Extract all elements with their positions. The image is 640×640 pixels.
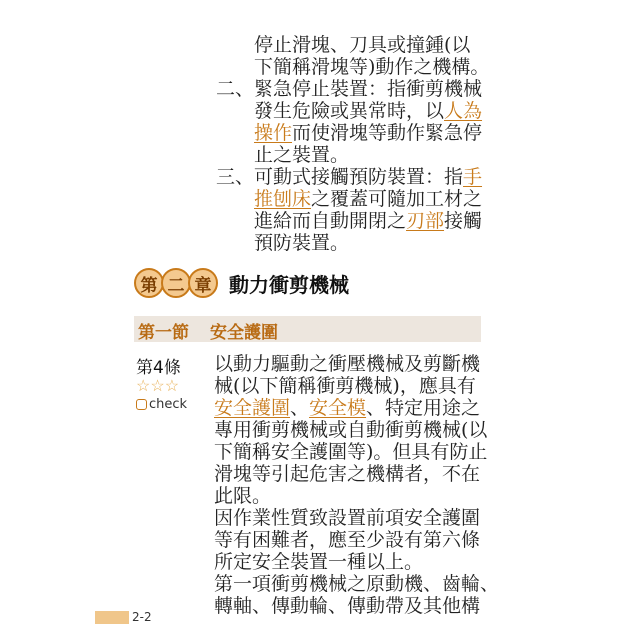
text-line: 因作業性質致設置前項安全護圍 [214, 507, 481, 529]
chapter-badge-di: 第 [134, 268, 164, 298]
text-line: 預防裝置。 [254, 232, 350, 254]
text-line: 所定安全裝置一種以上。 [214, 551, 424, 573]
text-line: 緊急停止裝置：指衝剪機械 [254, 78, 483, 100]
text-line: 第一項衝剪機械之原動機、齒輪、 [214, 573, 500, 595]
text-line: 下簡稱滑塊等)動作之機構。 [254, 56, 490, 78]
text-line: 械(以下簡稱衝剪機械)，應具有 [214, 375, 476, 397]
keyword-link[interactable]: 操作 [254, 122, 293, 144]
text-line: 轉軸、傳動輪、傳動帶及其他構 [214, 595, 481, 617]
text-line: 以動力驅動之衝壓機械及剪斷機 [214, 353, 481, 375]
text-span: 而使滑塊等動作緊急停 [292, 122, 483, 144]
chapter-badge-zhang: 章 [188, 268, 218, 298]
text-line: 滑塊等引起危害之機構者，不在 [214, 463, 481, 485]
keyword-link[interactable]: 安全護圍 [214, 397, 291, 419]
article-label: 第4條 [136, 358, 181, 378]
check-toggle[interactable] [136, 397, 187, 412]
rating-stars[interactable]: ☆☆☆ [136, 376, 180, 395]
keyword-link[interactable]: 安全模 [309, 397, 367, 419]
chapter-heading [134, 268, 349, 298]
text-line: 專用衝剪機械或自動衝剪機械(以 [214, 419, 488, 441]
text-span: 之覆蓋可隨加工材之 [311, 188, 483, 210]
text-line: 下簡稱安全護圍等)。但具有防止 [214, 441, 488, 463]
chapter-title: 動力衝剪機械 [229, 272, 349, 297]
section-number: 第一節 [138, 323, 189, 343]
section-title: 安全護圍 [210, 323, 278, 343]
text-line: 等有困難者，應至少設有第六條 [214, 529, 481, 551]
keyword-link[interactable]: 人為 [444, 100, 483, 122]
checkbox-icon[interactable] [136, 399, 147, 410]
keyword-link[interactable]: 手 [463, 166, 483, 188]
text-span: 發生危險或異常時，以 [254, 100, 445, 122]
text-line [214, 397, 480, 419]
text-span: 、特定用途之 [366, 397, 481, 419]
keyword-link[interactable]: 刃部 [406, 210, 445, 232]
text-line: 此限。 [214, 485, 272, 507]
text-line [254, 100, 482, 122]
text-span: 、 [290, 397, 310, 419]
check-label: check [149, 397, 188, 412]
page-number: 2-2 [132, 610, 152, 624]
text-line [254, 210, 482, 232]
footer-bar [95, 611, 129, 624]
list-marker: 三、 [216, 166, 255, 188]
text-line: 止之裝置。 [254, 144, 350, 166]
keyword-link[interactable]: 推刨床 [254, 188, 312, 210]
text-line [254, 188, 482, 210]
text-line [254, 166, 482, 188]
list-marker: 二、 [216, 78, 255, 100]
text-line: 停止滑塊、刀具或撞鍾(以 [254, 34, 471, 56]
chapter-badge-number: 二 [161, 268, 191, 298]
text-line [254, 122, 482, 144]
text-span: 可動式接觸預防裝置：指 [254, 166, 464, 188]
text-span: 進給而自動開閉之 [254, 210, 407, 232]
text-span: 接觸 [444, 210, 483, 232]
